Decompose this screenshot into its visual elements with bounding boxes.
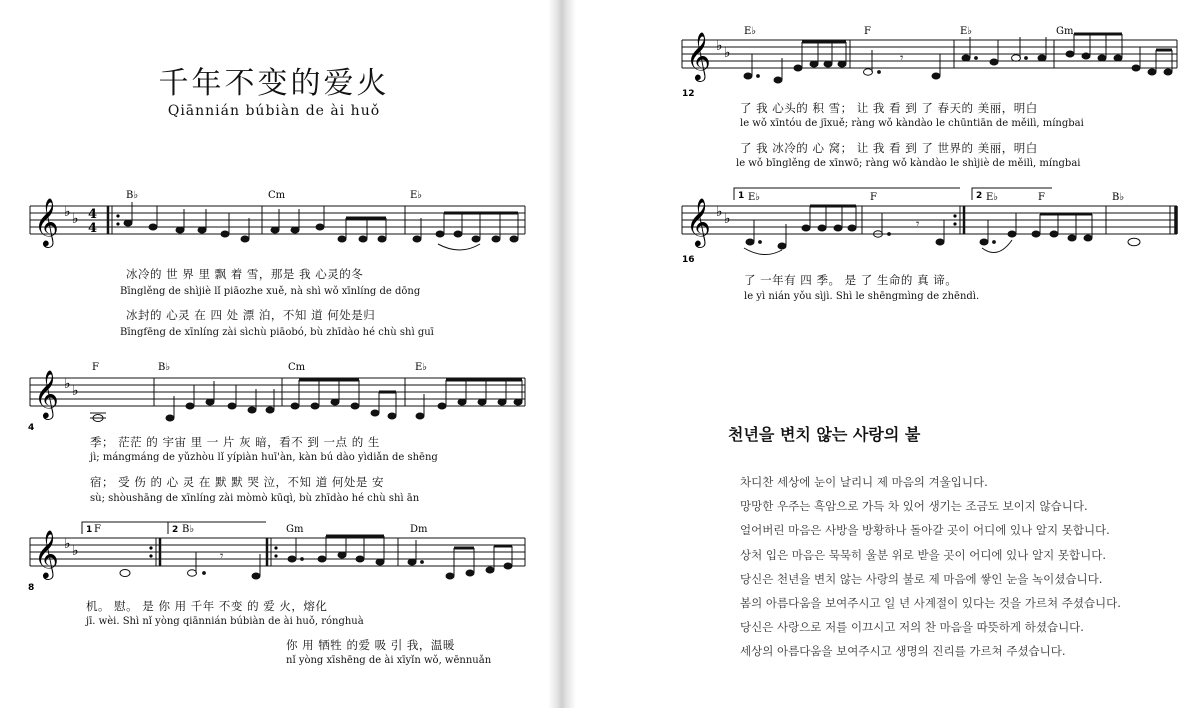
korean-line: 망망한 우주는 흑암으로 가득 차 있어 생기는 조금도 보이지 않습니다. bbox=[740, 499, 1088, 514]
lyrics-chinese-verse1: 了 一年有 四 季。 是 了 生命的 真 谛。 bbox=[744, 273, 958, 287]
chord-symbol: F bbox=[864, 26, 871, 37]
measure-number: 12 bbox=[682, 89, 695, 99]
chord-symbol: E♭ bbox=[986, 192, 999, 203]
svg-text:𝄞: 𝄞 bbox=[686, 197, 711, 246]
chord-symbol: E♭ bbox=[960, 26, 973, 37]
chord-symbol: E♭ bbox=[415, 362, 428, 373]
staff-notation bbox=[30, 184, 530, 259]
lyrics-chinese-verse2: 你 用 牺牲 的爱 吸 引 我，温暖 bbox=[286, 638, 455, 652]
chord-symbol: Gm bbox=[1056, 26, 1074, 37]
volta-bracket-1: 1 bbox=[86, 525, 93, 535]
svg-text:♭: ♭ bbox=[72, 211, 79, 227]
measure-number: 4 bbox=[28, 423, 35, 433]
svg-text:4: 4 bbox=[88, 207, 98, 222]
staff-notation bbox=[682, 184, 1182, 266]
chord-symbol: Gm bbox=[286, 524, 304, 535]
korean-line: 차디찬 세상에 눈이 날리니 제 마음의 겨울입니다. bbox=[740, 475, 988, 489]
chord-symbol: B♭ bbox=[158, 362, 171, 373]
lyrics-pinyin-verse2: le wǒ bīnglěng de xīnwō; ràng wǒ kàndào le shìjiè de měilì, míngbai bbox=[736, 158, 1081, 169]
staff-system-16 bbox=[682, 184, 1182, 266]
svg-text:𝄞: 𝄞 bbox=[34, 369, 59, 418]
svg-text:♭: ♭ bbox=[72, 543, 79, 559]
volta-bracket-2: 2 bbox=[976, 191, 983, 201]
chord-symbol: F bbox=[870, 192, 877, 203]
korean-line: 봄의 아름다움을 보여주시고 일 년 사계절이 있다는 것을 가르쳐 주셨습니다. bbox=[740, 595, 1121, 610]
staff-notation bbox=[30, 518, 530, 598]
measure-number: 8 bbox=[28, 583, 35, 593]
lyrics-chinese-verse1: 冰冷的 世 界 里 飘 着 雪，那是 我 心灵的冬 bbox=[126, 267, 364, 281]
lyrics-chinese-verse1: 季； 茫茫 的 宇宙 里 一 片 灰 暗，看不 到 一点 的 生 bbox=[90, 435, 380, 449]
staff-notation bbox=[30, 358, 530, 438]
svg-text:♭: ♭ bbox=[724, 211, 731, 227]
lyrics-chinese-verse1: 了 我 心头的 积 雪； 让 我 看 到 了 春天的 美丽，明白 bbox=[740, 101, 1038, 115]
svg-text:♭: ♭ bbox=[716, 38, 723, 54]
lyrics-chinese-verse2: 冰封的 心灵 在 四 处 漂 泊，不知 道 何处是归 bbox=[126, 308, 376, 322]
chord-symbol: E♭ bbox=[410, 190, 423, 201]
svg-text:♭: ♭ bbox=[64, 204, 71, 220]
lyrics-chinese-verse2: 宿； 受 伤 的 心 灵 在 默 默 哭 泣，不知 道 何处是 安 bbox=[90, 475, 385, 489]
svg-text:♭: ♭ bbox=[72, 383, 79, 399]
lyrics-pinyin-verse1: jì; mángmáng de yǔzhòu lǐ yípiàn huī'àn, kàn bú dào yìdiǎn de shēng bbox=[90, 452, 438, 463]
song-title-pinyin: Qiānnián búbiàn de ài huǒ bbox=[167, 103, 381, 119]
chord-symbol: B♭ bbox=[182, 524, 195, 535]
staff-system-8 bbox=[30, 518, 530, 598]
staff-notation bbox=[682, 18, 1182, 100]
lyrics-pinyin-verse1: le wǒ xīntóu de jīxuě; ràng wǒ kàndào le chūntiān de měilì, míngbai bbox=[740, 118, 1084, 129]
korean-line: 상처 입은 마음은 묵묵히 울분 위로 받을 곳이 어디에 있나 알지 못합니다. bbox=[740, 547, 1107, 562]
staff-system-1 bbox=[30, 184, 530, 259]
chord-symbol: Dm bbox=[410, 524, 428, 535]
korean-translation-lines bbox=[740, 470, 1121, 664]
lyrics-pinyin-verse1: Bīnglěng de shìjiè lǐ piāozhe xuě, nà shì wǒ xīnlíng de dōng bbox=[120, 286, 421, 297]
lyrics-pinyin-verse1: jī. wèi. Shì nǐ yòng qiānnián búbiàn de ài huǒ, rónghuà bbox=[86, 616, 364, 627]
korean-line: 당신은 천년을 변치 않는 사랑의 불로 제 마음에 쌓인 눈을 녹이셨습니다. bbox=[740, 571, 1103, 586]
chord-symbol: F bbox=[92, 362, 99, 373]
chord-symbol: Cm bbox=[288, 362, 306, 373]
svg-text:𝄞: 𝄞 bbox=[34, 197, 59, 246]
korean-line: 얼어버린 마음은 사방을 방황하나 돌아갈 곳이 어디에 있나 알지 못합니다. bbox=[740, 523, 1110, 538]
lyrics-pinyin-verse2: sù; shòushāng de xīnlíng zài mòmò kūqì, bù zhīdào hé chù shì ān bbox=[90, 493, 420, 504]
chord-symbol: Cm bbox=[268, 190, 286, 201]
lyrics-chinese-verse2: 了 我 冰冷的 心 窝； 让 我 看 到 了 世界的 美丽，明白 bbox=[740, 141, 1038, 155]
chord-symbol: F bbox=[1038, 192, 1045, 203]
svg-text:𝄞: 𝄞 bbox=[34, 529, 59, 578]
svg-text:𝄾: 𝄾 bbox=[916, 217, 920, 232]
chord-symbol: E♭ bbox=[744, 26, 757, 37]
measure-number: 16 bbox=[682, 255, 695, 265]
lyrics-chinese-verse1: 机。 慰。 是 你 用 千年 不变 的 爱 火，熔化 bbox=[86, 599, 328, 613]
svg-text:♭: ♭ bbox=[64, 376, 71, 392]
staff-system-12 bbox=[682, 18, 1182, 100]
chord-symbol: B♭ bbox=[126, 190, 139, 201]
staff-system-4 bbox=[30, 358, 530, 438]
svg-text:♭: ♭ bbox=[724, 45, 731, 61]
korean-translation-title: 천년을 변치 않는 사랑의 불 bbox=[728, 425, 921, 444]
lyrics-pinyin-verse1: le yì nián yǒu sìjì. Shì le shēngmìng de zhēndì. bbox=[744, 291, 980, 302]
lyrics-pinyin-verse2: Bīngfēng de xīnlíng zài sìchù piāobó, bù zhīdào hé chù shì guī bbox=[120, 327, 434, 338]
korean-line: 당신은 사랑으로 저를 이끄시고 저의 찬 마음을 따뜻하게 하셨습니다. bbox=[740, 620, 1084, 635]
volta-bracket-1: 1 bbox=[738, 191, 745, 201]
song-title: 千年不变的爱火 bbox=[158, 66, 390, 101]
svg-text:4: 4 bbox=[88, 221, 98, 236]
volta-bracket-2: 2 bbox=[172, 525, 179, 535]
svg-text:♭: ♭ bbox=[716, 204, 723, 220]
lyrics-pinyin-verse2: nǐ yòng xīshēng de ài xīyǐn wǒ, wēnnuǎn bbox=[286, 655, 492, 666]
chord-symbol: E♭ bbox=[748, 192, 761, 203]
korean-line: 세상의 아름다움을 보여주시고 생명의 진리를 가르쳐 주셨습니다. bbox=[740, 644, 1066, 659]
svg-text:𝄾: 𝄾 bbox=[900, 51, 904, 66]
svg-text:♭: ♭ bbox=[64, 536, 71, 552]
book-spine bbox=[548, 0, 576, 708]
svg-text:𝄾: 𝄾 bbox=[220, 549, 224, 564]
chord-symbol: F bbox=[94, 524, 101, 535]
svg-text:𝄞: 𝄞 bbox=[686, 31, 711, 80]
chord-symbol: B♭ bbox=[1112, 192, 1125, 203]
